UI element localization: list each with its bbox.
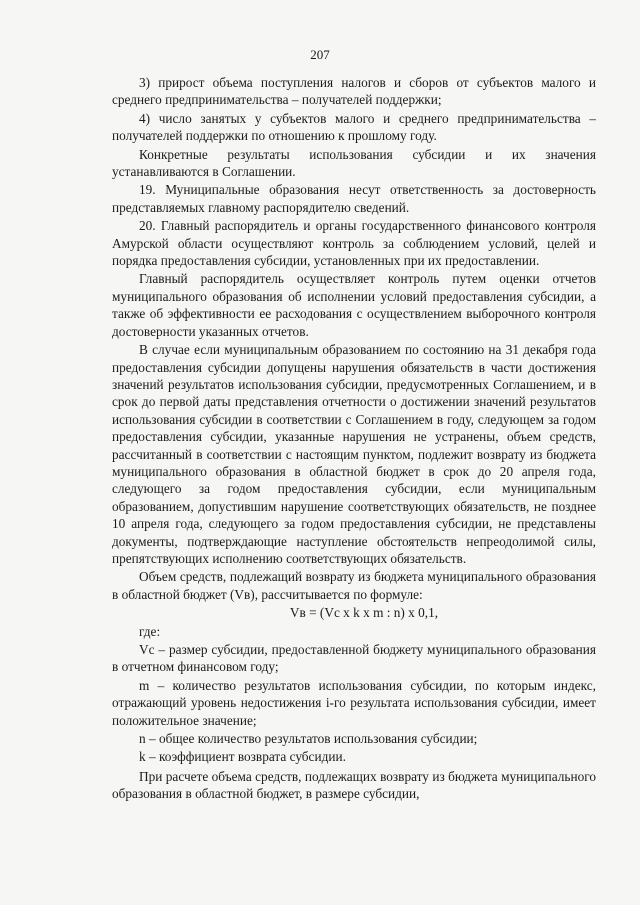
definition-item: m – количество результатов использования субсидии, по которым индекс, отражающий уровень недостижения i-го результата использования субсидии, имеет положительное значение; xyxy=(112,677,596,728)
where-label: где: xyxy=(139,623,161,639)
paragraph: Главный распорядитель осуществляет контроль путем оценки отчетов муниципального образования об исполнении условий предоставления субсидии, а также об эффективности ее расходования с осуществлением выборочного контроля достоверности указанных отчетов. xyxy=(112,271,596,339)
paragraph: При расчете объема средств, подлежащих возврату из бюджета муниципального образования в областной бюджет, в размере субсидии, xyxy=(112,768,596,802)
formula: Vв = (Vс x k x m : n) x 0,1, xyxy=(289,605,439,621)
paragraph: Конкретные результаты использования субсидии и их значения устанавливаются в Соглашении. xyxy=(112,146,596,180)
paragraph: 20. Главный распорядитель и органы государственного финансового контроля Амурской области осуществляют контроль за соблюдением условий, целей и порядка предоставления субсидии, установленных при их предоставлении. xyxy=(112,218,596,269)
paragraph: 19. Муниципальные образования несут ответственность за достоверность представляемых главному распорядителю сведений. xyxy=(112,182,596,215)
definition-item: n – общее количество результатов использования субсидии; xyxy=(139,731,478,747)
document-body xyxy=(112,74,596,804)
paragraph: Объем средств, подлежащий возврату из бюджета муниципального образования в областной бюджет (Vв), рассчитывается по формуле: xyxy=(112,569,596,602)
paragraph: В случае если муниципальным образованием по состоянию на 31 декабря года предоставления субсидии допущены нарушения обязательств в части достижения значений результатов использования субсидии, предусмотренных Соглашением, и в срок до первой даты представления отчетности о достижении значений результатов использования субсидии в соответствии с Соглашением в году, следующем за годом предоставления субсидии, указанные нарушения не устранены, объем средств, рассчитанный в соответствии с настоящим пунктом, подлежит возврату из бюджета муниципального образования в областной бюджет в срок до 20 апреля года, следующего за годом предоставления субсидии, если муниципальным образованием, допустившим нарушение соответствующих обязательств, не позднее 10 апреля года, следующего за годом предоставления субсидии, не представлены документы, подтверждающие наступление обстоятельств непреодолимой силы, препятствующих исполнению соответствующих обязательств. xyxy=(112,342,596,566)
definition-item: k – коэффициент возврата субсидии. xyxy=(139,749,346,765)
page-number: 207 xyxy=(310,47,330,62)
paragraph: 4) число занятых у субъектов малого и среднего предпринимательства – получателей поддержки по отношению к прошлому году. xyxy=(112,110,596,144)
definition-item: Vс – размер субсидии, предоставленной бюджету муниципального образования в отчетном финансовом году; xyxy=(112,642,596,675)
paragraph: 3) прирост объема поступления налогов и сборов от субъектов малого и среднего предпринимательства – получателей поддержки; xyxy=(112,75,596,108)
